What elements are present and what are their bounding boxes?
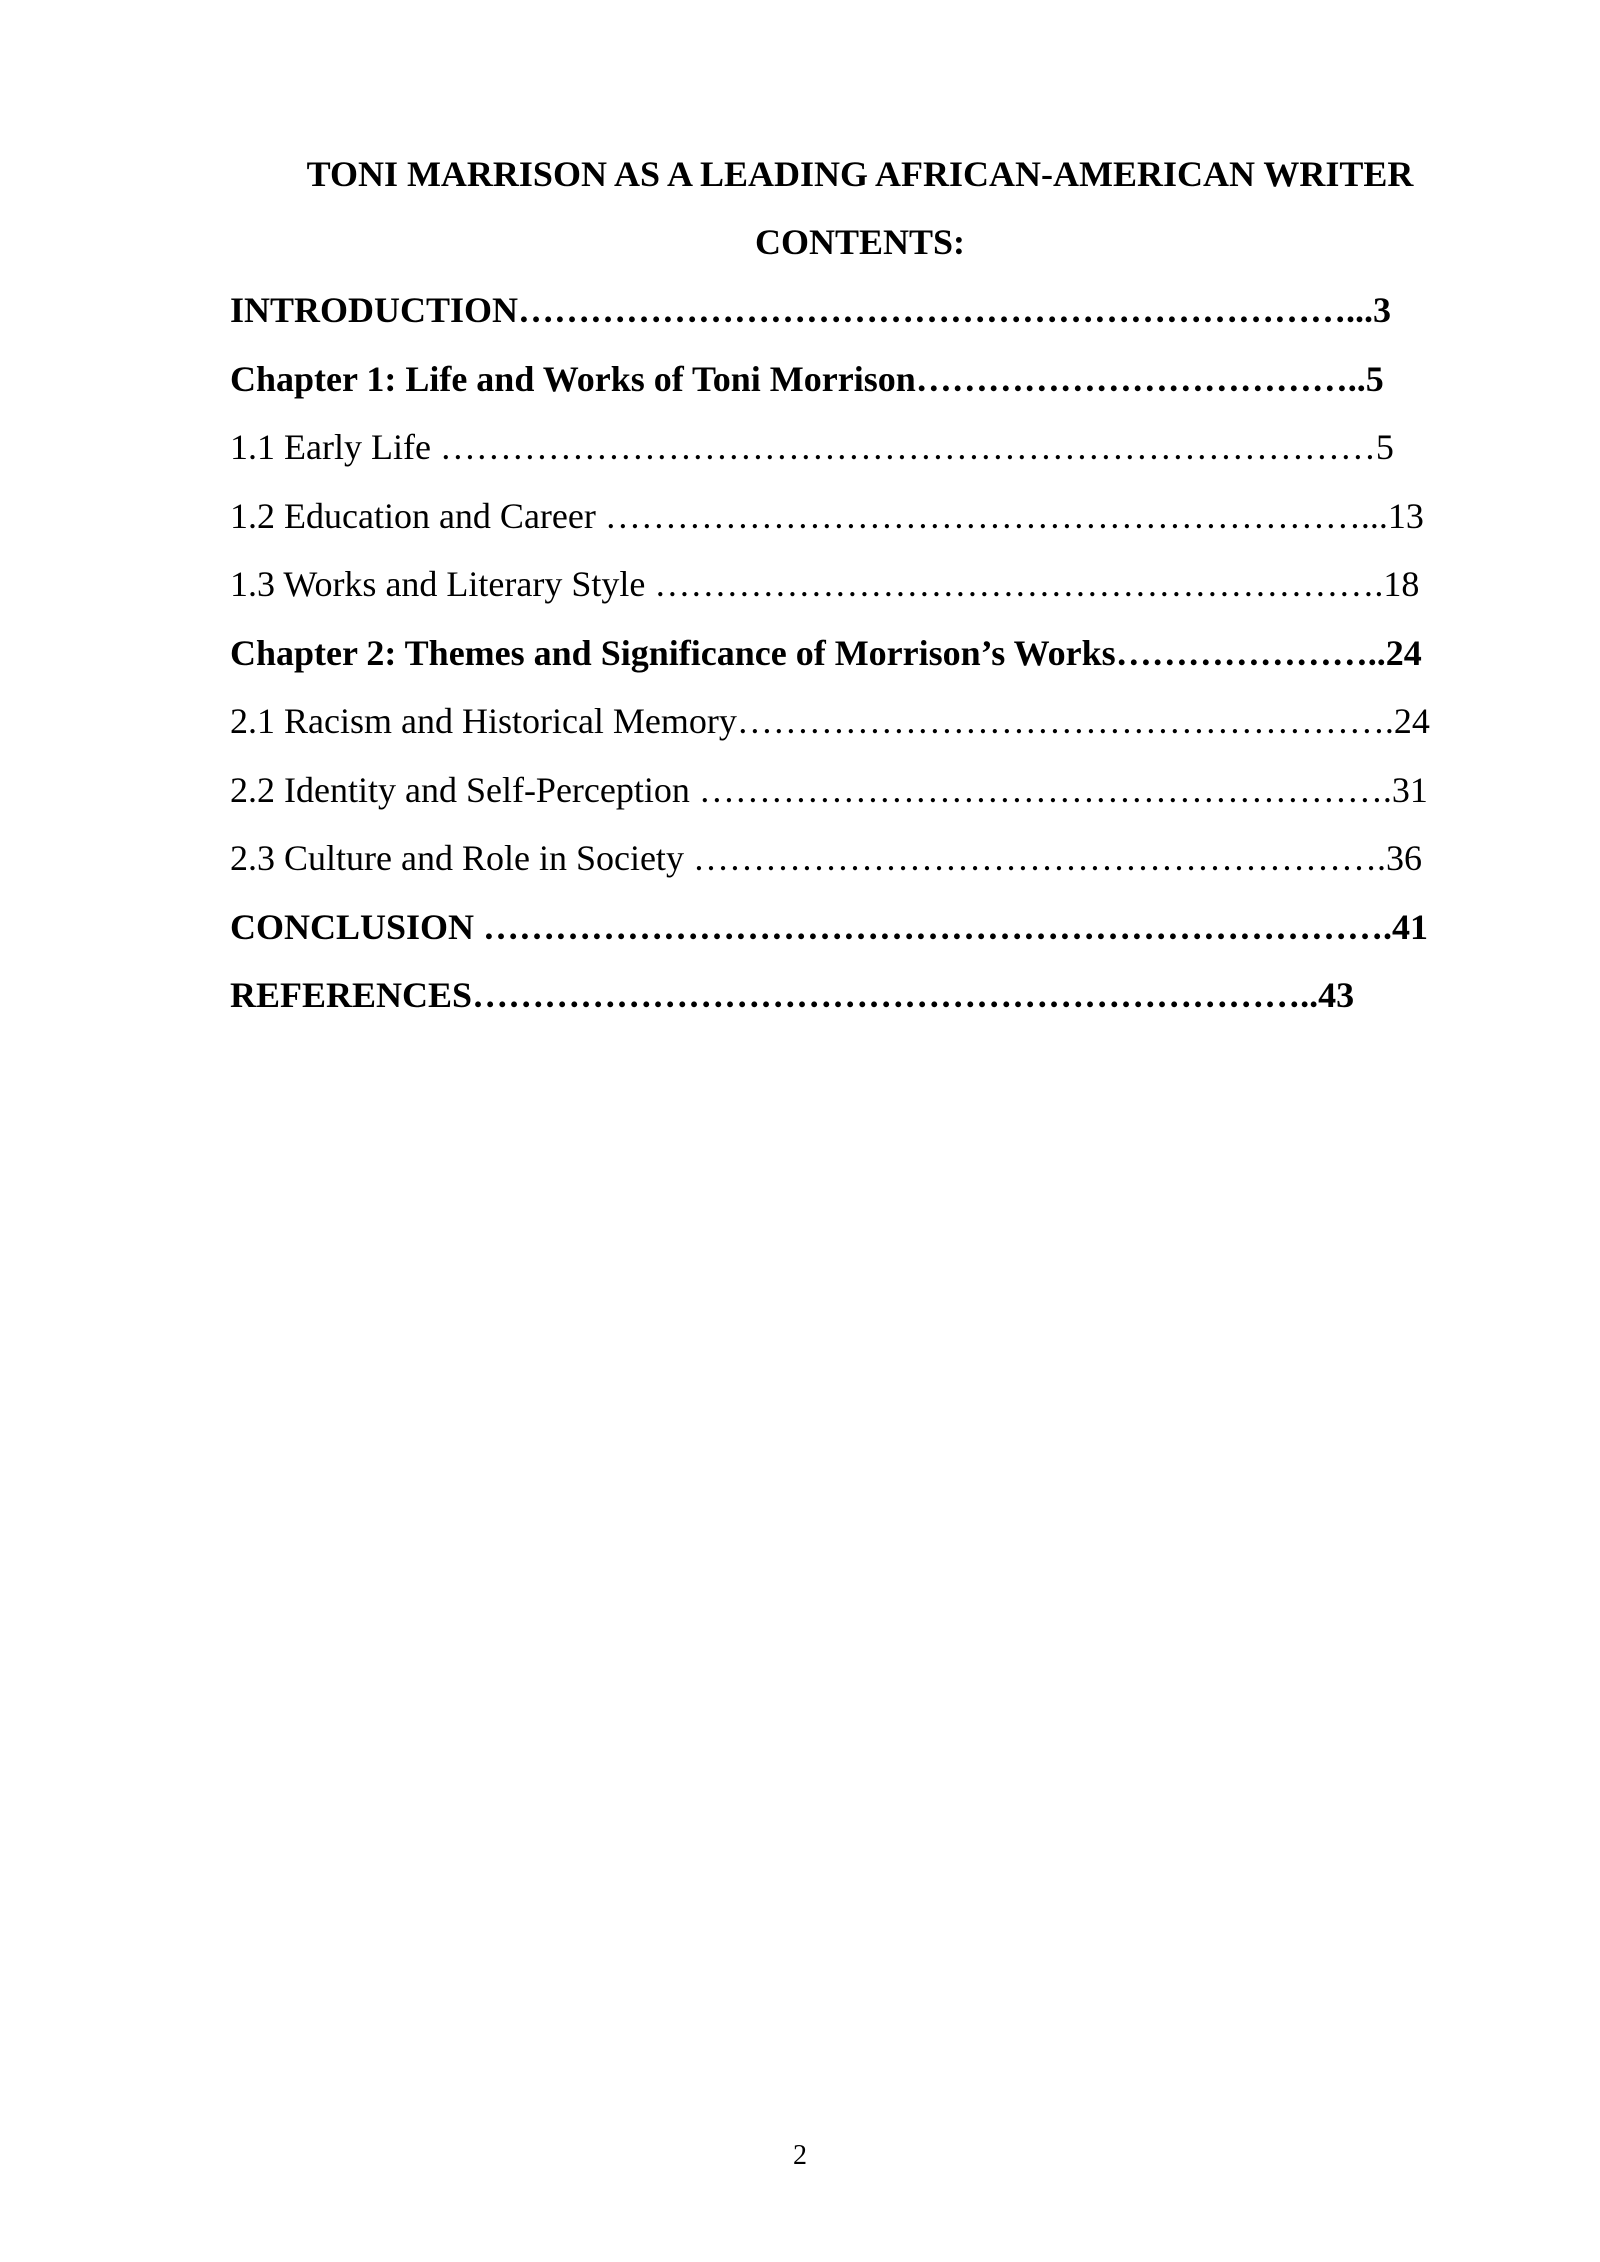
toc-entry-page: 41 <box>1392 906 1429 947</box>
toc-entry-label: 1.2 Education and Career <box>230 495 605 536</box>
toc-entry-2-3 <box>230 834 1490 903</box>
toc-entry-leader: ……………………………………………………. <box>654 564 1384 604</box>
toc-entry-2-1 <box>230 697 1490 766</box>
toc-entry-label: Chapter 2: Themes and Significance of Morrison’s Works <box>230 632 1116 673</box>
toc-entry-page: 24 <box>1385 632 1422 673</box>
toc-entry-label: 1.3 Works and Literary Style <box>230 564 655 604</box>
toc-entry-label: REFERENCES <box>230 975 473 1015</box>
toc-entry-page: 5 <box>1375 427 1394 467</box>
toc-entry-references <box>230 971 1490 1040</box>
toc-entry-conclusion <box>230 903 1490 972</box>
toc-entry-leader: ………………………………………………………... <box>604 495 1388 536</box>
toc-entry-label: Chapter 1: Life and Works of Toni Morrison <box>230 358 916 399</box>
toc-entry-leader: ……………………………………………………………... <box>518 290 1374 330</box>
toc-entry-chapter-2 <box>230 629 1490 698</box>
toc-entry-leader: …………………………………………………………….. <box>472 975 1319 1015</box>
toc-entry-label: INTRODUCTION <box>230 290 519 330</box>
toc-entry-leader: ………………………………………………. <box>736 701 1394 741</box>
toc-entry-leader: …………………………………………………………………. <box>483 906 1393 947</box>
toc-entry-page: 43 <box>1318 975 1355 1015</box>
toc-entry-leader: …………………………………………………. <box>692 838 1386 878</box>
toc-entry-chapter-1 <box>230 355 1490 424</box>
toc-entry-page: 36 <box>1385 838 1422 878</box>
toc-entry-leader: ………………….. <box>1115 632 1386 673</box>
toc-entry-page: 13 <box>1387 495 1424 536</box>
toc-entry-introduction <box>230 286 1490 355</box>
toc-entry-page: 31 <box>1391 769 1428 810</box>
page-number: 2 <box>793 2140 807 2171</box>
toc-entry-1-3 <box>230 560 1490 629</box>
toc-entry-label: 2.2 Identity and Self-Perception <box>230 769 699 810</box>
toc-entry-leader: ……………………………….. <box>915 358 1366 399</box>
toc-entry-1-2 <box>230 492 1490 561</box>
toc-entry-label: CONCLUSION <box>230 906 484 947</box>
toc-entry-label: 2.3 Culture and Role in Society <box>230 838 693 878</box>
toc-entry-page: 18 <box>1383 564 1420 604</box>
table-of-contents <box>230 286 1490 1040</box>
toc-entry-page: 24 <box>1393 701 1430 741</box>
contents-heading: CONTENTS: <box>754 222 966 262</box>
toc-entry-page: 5 <box>1365 358 1384 399</box>
toc-entry-1-1 <box>230 423 1490 492</box>
toc-entry-label: 2.1 Racism and Historical Memory <box>230 701 737 741</box>
document-title: TONI MARRISON AS A LEADING AFRICAN-AMERICAN WRITER <box>306 154 1414 194</box>
toc-entry-label: 1.1 Early Life <box>230 427 440 467</box>
toc-entry-page: 3 <box>1373 290 1392 330</box>
toc-entry-2-2 <box>230 766 1490 835</box>
toc-entry-leader: …………………………………………………………………… <box>439 427 1376 467</box>
toc-entry-leader: …………………………………………………. <box>698 769 1392 810</box>
